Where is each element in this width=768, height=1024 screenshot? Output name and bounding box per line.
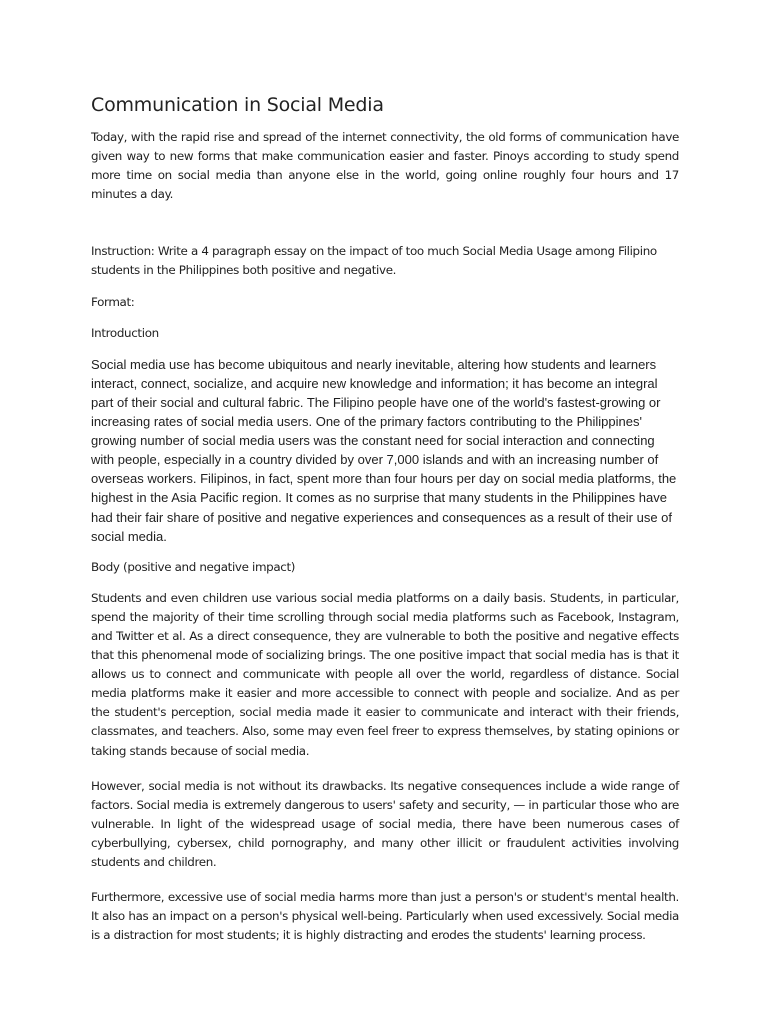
format-label: Format: — [91, 294, 135, 309]
body-paragraph-3: Furthermore, excessive use of social media harms more than just a person's or student's mental health. It also has an impact on a person's physical well-being. Particularly when used excessively. Social media is a distraction for most students; it is highly distracting and erodes the students' learning process. — [91, 890, 679, 943]
instruction-paragraph — [91, 242, 679, 280]
introduction-paragraph: Social media use has become ubiquitous and nearly inevitable, altering how students and learners interact, connect, socialize, and acquire new knowledge and information; it has become an integral part of their social and cultural fabric. The Filipino people have one of the world's fastest-growing or increasing rates of social media users. One of the primary factors contributing to the Philippines' growing number of social media users was the constant need for social interaction and connecting with people, especially in a country divided by over 7,000 islands and with an increasing number of overseas workers. Filipinos, in fact, spent more than four hours per day on social media platforms, the highest in the Asia Pacific region. It comes as no surprise that many students in the Philippines have had their fair share of positive and negative experiences and consequences as a result of their use of social media. — [91, 356, 677, 544]
introduction-label: Introduction — [91, 325, 159, 340]
instruction-label: Instruction: — [91, 244, 155, 259]
instruction-text: Write a 4 paragraph essay on the impact of too much Social Media Usage among Filipino students in the Philippines both positive and negative. — [91, 244, 657, 278]
body-label: Body (positive and negative impact) — [91, 559, 296, 574]
document-title: Communication in Social Media — [91, 94, 384, 116]
body-paragraph-2: However, social media is not without its drawbacks. Its negative consequences include a wide range of factors. Social media is extremely dangerous to users' safety and security, — in particular those who are vulnerable. In light of the widespread usage of social media, there have been numerous cases of cyberbullying, cybersex, child pornography, and many other illicit or fraudulent activities involving students and children. — [91, 778, 679, 869]
body-paragraph-1: Students and even children use various social media platforms on a daily basis. Students, in particular, spend the majority of their time scrolling through social media platforms such as Facebook, Instagram, and Twitter et al. As a direct consequence, they are vulnerable to both the positive and negative effects that this phenomenal mode of socializing brings. The one positive impact that social media has is that it allows us to connect and communicate with people all over the world, regardless of distance. Social media platforms make it easier and more accessible to connect with people and socialize. And as per the student's perception, social media made it easier to communicate and interact with their friends, classmates, and teachers. Also, some may even feel freer to express themselves, by stating opinions or taking stands because of social media. — [91, 590, 679, 758]
intro-paragraph: Today, with the rapid rise and spread of the internet connectivity, the old forms of communication have given way to new forms that make communication easier and faster. Pinoys according to study spend more time on social media than anyone else in the world, going online roughly four hours and 17 minutes a day. — [91, 130, 679, 202]
